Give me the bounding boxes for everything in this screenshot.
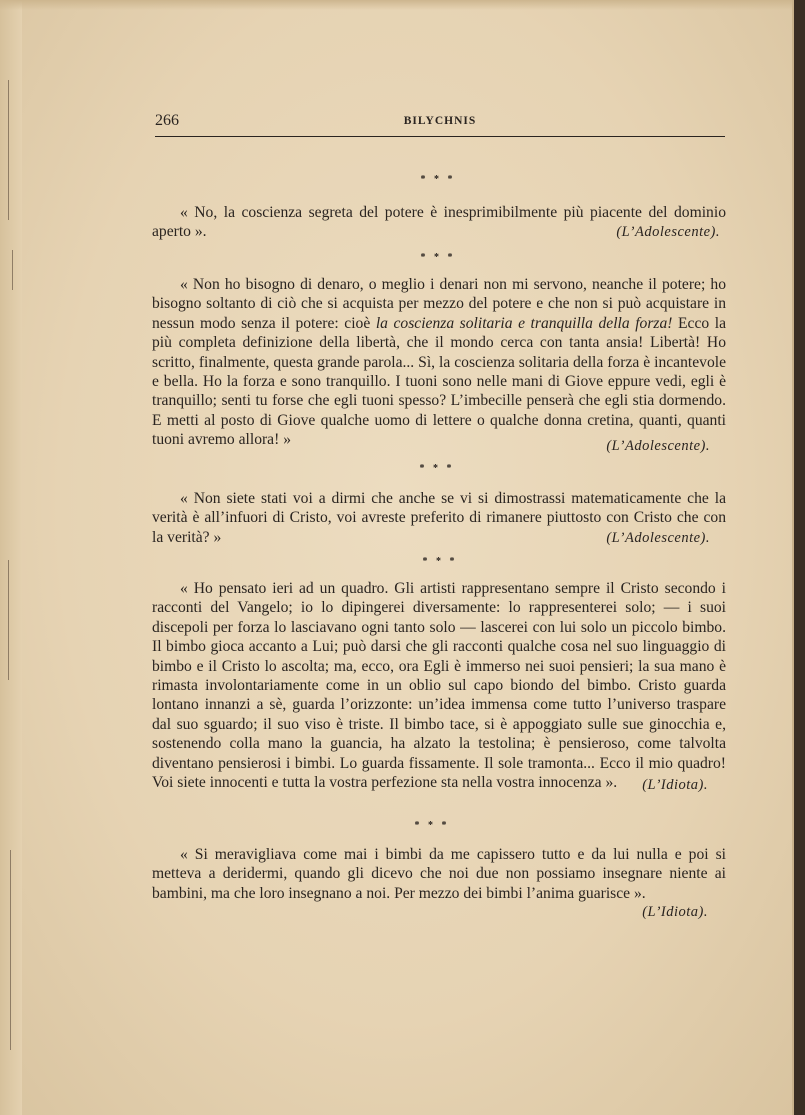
quote-paragraph: « Ho pensato ieri ad un quadro. Gli artisti rappresentano sempre il Cristo secondo i racconti del Vangelo; io lo dipingerei diversamente: lo rappresenterei solo; — i suoi discepoli per forza lo lasciavano ogni tanto solo — lascerei con lui solo un piccolo bimbo. Il bimbo gioca accanto a Lui; può darsi che gli racconti qualche cosa nel suo linguaggio di bimbo e il Cristo lo ascolta; ma, ecco, ora Egli è immerso nei suoi pensieri; la sua mano è rimasta involontariamente come in un oblio sul capo biondo del bimbo. Cristo guarda lontano innanzi a sè, guarda l’orizzonte: un’idea immensa come tutto l’universo traspare dal suo sguardo; il suo viso è triste. Il bimbo tace, si è appoggiato sulle sue ginocchia e, sostenendo colla mano la guancia, ha alzato la testolina; è pensieroso, come talvolta diventano pensierosi i bimbi. Lo guarda fissamente. Il sole tramonta... Ecco il mio quadro! Voi siete innocenti e tutta la vostra perfezione sta nella vostra innocenza ». xyxy=(152,580,726,792)
running-title: BILYCHNIS xyxy=(403,115,477,127)
quote-source: (L’Adolescente). xyxy=(616,224,720,240)
quote-source: (L’Adolescente). xyxy=(606,438,710,454)
section-separator: * * * xyxy=(420,252,456,263)
quote-paragraph xyxy=(152,275,726,450)
page-top-shadow xyxy=(0,0,792,10)
quote-paragraph: « Si meravigliava come mai i bimbi da me capissero tutto e da lui nulla e poi si metteva a deridermi, quando gli dicevo che noi due non possiamo insegnare niente ai bambini, ma che loro insegnano a noi. Per mezzo dei bimbi l’anima guarisce ». xyxy=(152,846,726,902)
quote-emphasis: la coscienza solitaria e tranquilla della forza! xyxy=(375,314,673,332)
page-number: 266 xyxy=(155,112,179,129)
section-separator: * * * xyxy=(419,463,455,474)
quote-source: (L’Adolescente). xyxy=(606,530,710,546)
page-header xyxy=(155,112,725,137)
quote-text: « Non ho bisogno di denaro, o meglio i denari non mi servono, neanche il potere; ho bisogno soltanto di ciò che si acquista per mezzo del potere e che non si può acquistare in nessun modo senza il potere: cioè xyxy=(152,276,726,332)
section-separator: * * * xyxy=(422,556,458,567)
section-separator: * * * xyxy=(414,820,450,831)
quote-source: (L’Idiota). xyxy=(642,904,708,920)
page-binding-edge xyxy=(0,0,22,1115)
quote-paragraph: « Non siete stati voi a dirmi che anche se vi si dimostrassi matematicamente che la verità è all’infuori di Cristo, voi avreste preferito di rimanere piuttosto con Cristo che con la verità? » xyxy=(152,490,726,546)
quote-paragraph: « No, la coscienza segreta del potere è inesprimibilmente più piacente del dominio aperto ». xyxy=(152,204,726,241)
quote-text: Ecco la più completa definizione della libertà, che il mondo cerca con tanta ansia! Libertà! Ho scritto, finalmente, questa grande parola... Sì, la coscienza solitaria della forza è incantevole e bella. Ho la forza e sono tranquillo. I tuoni sono nelle mani di Giove eppure vedi, egli è tranquillo; senti tu forse che egli tuoni spesso? L’imbecille penserà che egli stia dormendo. E metti al posto di Giove qualche uomo di lettere o qualche donna cretina, quanti, quanti tuoni avremo allora! » xyxy=(152,314,727,449)
quote-source: (L’Idiota). xyxy=(642,777,708,793)
section-separator: * * * xyxy=(420,174,456,185)
